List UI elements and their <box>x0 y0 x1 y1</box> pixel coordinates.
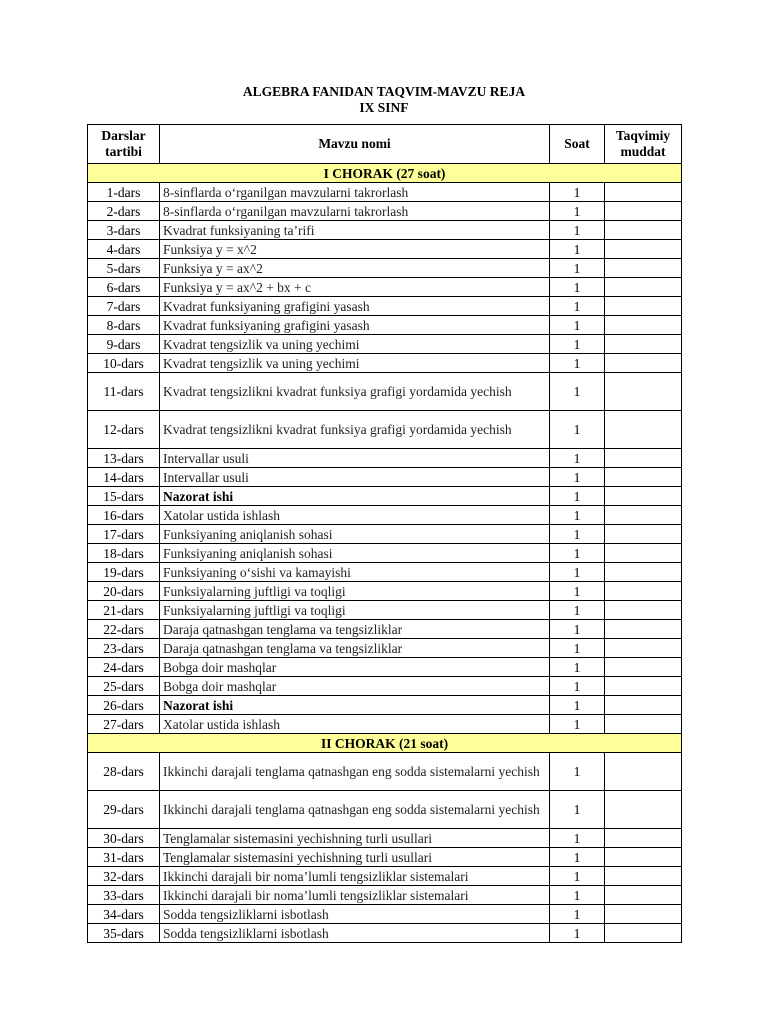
title-line-1: ALGEBRA FANIDAN TAQVIM-MAVZU REJA <box>242 84 526 99</box>
lesson-topic: Kvadrat tengsizlikni kvadrat funksiya grafigi yordamida yechish <box>160 373 550 411</box>
table-row <box>88 449 682 468</box>
lesson-calendar-date <box>605 867 682 886</box>
lesson-calendar-date <box>605 829 682 848</box>
lesson-calendar-date <box>605 487 682 506</box>
lesson-calendar-date <box>605 221 682 240</box>
table-row <box>88 677 682 696</box>
lesson-calendar-date <box>605 563 682 582</box>
lesson-topic: Kvadrat funksiyaning grafigini yasash <box>160 316 550 335</box>
lesson-number: 33-dars <box>88 886 160 905</box>
quarter-heading: I CHORAK (27 soat) <box>88 164 682 183</box>
lesson-calendar-date <box>605 183 682 202</box>
lesson-hours: 1 <box>550 202 605 221</box>
header-topic: Mavzu nomi <box>160 125 550 164</box>
table-row <box>88 753 682 791</box>
lesson-hours: 1 <box>550 183 605 202</box>
lesson-calendar-date <box>605 753 682 791</box>
quarter-heading: II CHORAK (21 soat) <box>88 734 682 753</box>
table-row <box>88 601 682 620</box>
lesson-topic: Tenglamalar sistemasini yechishning turli usullari <box>160 829 550 848</box>
lesson-hours: 1 <box>550 411 605 449</box>
lesson-hours: 1 <box>550 506 605 525</box>
lesson-topic: 8-sinflarda o‘rganilgan mavzularni takrorlash <box>160 202 550 221</box>
lesson-calendar-date <box>605 259 682 278</box>
lesson-number: 7-dars <box>88 297 160 316</box>
lesson-number: 15-dars <box>88 487 160 506</box>
table-row <box>88 354 682 373</box>
table-row <box>88 259 682 278</box>
lesson-topic: Kvadrat tengsizlik va uning yechimi <box>160 354 550 373</box>
lesson-topic: Bobga doir mashqlar <box>160 658 550 677</box>
lesson-number: 22-dars <box>88 620 160 639</box>
lesson-topic: Funksiyaning o‘sishi va kamayishi <box>160 563 550 582</box>
lesson-number: 34-dars <box>88 905 160 924</box>
lesson-calendar-date <box>605 449 682 468</box>
lesson-calendar-date <box>605 240 682 259</box>
lesson-number: 16-dars <box>88 506 160 525</box>
table-row <box>88 715 682 734</box>
lesson-number: 5-dars <box>88 259 160 278</box>
lesson-hours: 1 <box>550 297 605 316</box>
table-row <box>88 278 682 297</box>
lesson-hours: 1 <box>550 563 605 582</box>
lesson-calendar-date <box>605 791 682 829</box>
lesson-number: 12-dars <box>88 411 160 449</box>
lesson-topic: Funksiyalarning juftligi va toqligi <box>160 601 550 620</box>
table-row <box>88 620 682 639</box>
lesson-number: 26-dars <box>88 696 160 715</box>
lesson-hours: 1 <box>550 335 605 354</box>
lesson-calendar-date <box>605 297 682 316</box>
lesson-calendar-date <box>605 905 682 924</box>
lesson-topic: Funksiya y = x^2 <box>160 240 550 259</box>
lesson-topic: Kvadrat tengsizlik va uning yechimi <box>160 335 550 354</box>
table-row <box>88 848 682 867</box>
lesson-topic: Ikkinchi darajali bir noma’lumli tengsizliklar sistemalari <box>160 867 550 886</box>
table-row <box>88 506 682 525</box>
lesson-topic: Ikkinchi darajali bir noma’lumli tengsizliklar sistemalari <box>160 886 550 905</box>
table-row <box>88 373 682 411</box>
lesson-hours: 1 <box>550 240 605 259</box>
lesson-number: 9-dars <box>88 335 160 354</box>
lesson-hours: 1 <box>550 639 605 658</box>
lesson-hours: 1 <box>550 658 605 677</box>
lesson-topic: Funksiya y = ax^2 + bx + c <box>160 278 550 297</box>
lesson-hours: 1 <box>550 544 605 563</box>
lesson-number: 31-dars <box>88 848 160 867</box>
lesson-number: 14-dars <box>88 468 160 487</box>
lesson-calendar-date <box>605 639 682 658</box>
lesson-calendar-date <box>605 886 682 905</box>
lesson-number: 20-dars <box>88 582 160 601</box>
table-row <box>88 411 682 449</box>
lesson-hours: 1 <box>550 316 605 335</box>
lesson-topic: Funksiyaning aniqlanish sohasi <box>160 544 550 563</box>
lesson-topic: Xatolar ustida ishlash <box>160 506 550 525</box>
table-row <box>88 202 682 221</box>
header-calendar-date: Taqvimiy muddat <box>605 125 682 164</box>
lesson-hours: 1 <box>550 867 605 886</box>
lesson-topic: Ikkinchi darajali tenglama qatnashgan eng sodda sistemalarni yechish <box>160 791 550 829</box>
quarter-heading-row <box>88 734 682 753</box>
lesson-number: 11-dars <box>88 373 160 411</box>
lesson-number: 23-dars <box>88 639 160 658</box>
lesson-hours: 1 <box>550 221 605 240</box>
lesson-topic: Funksiyalarning juftligi va toqligi <box>160 582 550 601</box>
lesson-topic: Ikkinchi darajali tenglama qatnashgan eng sodda sistemalarni yechish <box>160 753 550 791</box>
lesson-topic: Daraja qatnashgan tenglama va tengsizliklar <box>160 639 550 658</box>
lesson-number: 25-dars <box>88 677 160 696</box>
lesson-topic: Sodda tengsizliklarni isbotlash <box>160 905 550 924</box>
lesson-hours: 1 <box>550 278 605 297</box>
table-row <box>88 582 682 601</box>
lesson-number: 10-dars <box>88 354 160 373</box>
lesson-calendar-date <box>605 335 682 354</box>
lesson-topic: Tenglamalar sistemasini yechishning turli usullari <box>160 848 550 867</box>
lesson-topic: Sodda tengsizliklarni isbotlash <box>160 924 550 943</box>
table-row <box>88 696 682 715</box>
header-hours: Soat <box>550 125 605 164</box>
table-row <box>88 867 682 886</box>
lesson-topic: Kvadrat funksiyaning grafigini yasash <box>160 297 550 316</box>
lesson-calendar-date <box>605 601 682 620</box>
lesson-hours: 1 <box>550 715 605 734</box>
table-row <box>88 658 682 677</box>
lesson-calendar-date <box>605 924 682 943</box>
lesson-number: 28-dars <box>88 753 160 791</box>
quarter-heading-row <box>88 164 682 183</box>
lesson-topic: Intervallar usuli <box>160 449 550 468</box>
lesson-calendar-date <box>605 506 682 525</box>
table-row <box>88 335 682 354</box>
lesson-hours: 1 <box>550 601 605 620</box>
lesson-number: 4-dars <box>88 240 160 259</box>
lesson-calendar-date <box>605 411 682 449</box>
table-row <box>88 221 682 240</box>
lesson-calendar-date <box>605 544 682 563</box>
table-row <box>88 297 682 316</box>
lesson-number: 13-dars <box>88 449 160 468</box>
table-row <box>88 240 682 259</box>
lesson-hours: 1 <box>550 373 605 411</box>
table-row <box>88 886 682 905</box>
lesson-plan-table <box>87 124 682 943</box>
lesson-calendar-date <box>605 278 682 297</box>
lesson-calendar-date <box>605 696 682 715</box>
table-row <box>88 829 682 848</box>
lesson-hours: 1 <box>550 886 605 905</box>
table-row <box>88 905 682 924</box>
table-row <box>88 544 682 563</box>
lesson-hours: 1 <box>550 449 605 468</box>
lesson-hours: 1 <box>550 924 605 943</box>
table-row <box>88 316 682 335</box>
lesson-calendar-date <box>605 848 682 867</box>
lesson-calendar-date <box>605 677 682 696</box>
table-row <box>88 487 682 506</box>
lesson-hours: 1 <box>550 525 605 544</box>
lesson-hours: 1 <box>550 791 605 829</box>
title-line-2: IX SINF <box>359 100 409 115</box>
lesson-calendar-date <box>605 468 682 487</box>
lesson-hours: 1 <box>550 905 605 924</box>
lesson-hours: 1 <box>550 259 605 278</box>
lesson-number: 17-dars <box>88 525 160 544</box>
lesson-number: 27-dars <box>88 715 160 734</box>
lesson-calendar-date <box>605 316 682 335</box>
lesson-hours: 1 <box>550 487 605 506</box>
lesson-number: 1-dars <box>88 183 160 202</box>
lesson-hours: 1 <box>550 848 605 867</box>
lesson-calendar-date <box>605 373 682 411</box>
table-row <box>88 924 682 943</box>
lesson-hours: 1 <box>550 677 605 696</box>
table-row <box>88 639 682 658</box>
lesson-calendar-date <box>605 354 682 373</box>
lesson-number: 21-dars <box>88 601 160 620</box>
lesson-number: 2-dars <box>88 202 160 221</box>
lesson-topic: Intervallar usuli <box>160 468 550 487</box>
lesson-hours: 1 <box>550 582 605 601</box>
lesson-number: 18-dars <box>88 544 160 563</box>
lesson-topic: Funksiyaning aniqlanish sohasi <box>160 525 550 544</box>
table-row <box>88 183 682 202</box>
lesson-hours: 1 <box>550 753 605 791</box>
table-header-row <box>88 125 682 164</box>
lesson-number: 8-dars <box>88 316 160 335</box>
lesson-topic: Funksiya y = ax^2 <box>160 259 550 278</box>
lesson-hours: 1 <box>550 620 605 639</box>
lesson-number: 32-dars <box>88 867 160 886</box>
table-row <box>88 791 682 829</box>
table-row <box>88 525 682 544</box>
lesson-number: 35-dars <box>88 924 160 943</box>
lesson-hours: 1 <box>550 468 605 487</box>
lesson-calendar-date <box>605 525 682 544</box>
table-row <box>88 468 682 487</box>
table-row <box>88 563 682 582</box>
lesson-topic: Xatolar ustida ishlash <box>160 715 550 734</box>
lesson-number: 6-dars <box>88 278 160 297</box>
lesson-calendar-date <box>605 582 682 601</box>
lesson-topic: Nazorat ishi <box>160 487 550 506</box>
lesson-calendar-date <box>605 658 682 677</box>
lesson-number: 3-dars <box>88 221 160 240</box>
lesson-topic: Daraja qatnashgan tenglama va tengsizliklar <box>160 620 550 639</box>
lesson-hours: 1 <box>550 696 605 715</box>
lesson-hours: 1 <box>550 354 605 373</box>
lesson-number: 29-dars <box>88 791 160 829</box>
lesson-topic: Bobga doir mashqlar <box>160 677 550 696</box>
lesson-topic: Kvadrat funksiyaning ta’rifi <box>160 221 550 240</box>
lesson-calendar-date <box>605 620 682 639</box>
lesson-topic: Nazorat ishi <box>160 696 550 715</box>
lesson-number: 19-dars <box>88 563 160 582</box>
header-lesson-order: Darslar tartibi <box>88 125 160 164</box>
lesson-number: 30-dars <box>88 829 160 848</box>
lesson-calendar-date <box>605 715 682 734</box>
lesson-topic: Kvadrat tengsizlikni kvadrat funksiya grafigi yordamida yechish <box>160 411 550 449</box>
lesson-topic: 8-sinflarda o‘rganilgan mavzularni takrorlash <box>160 183 550 202</box>
document-title <box>0 84 768 116</box>
table-body <box>88 164 682 943</box>
lesson-number: 24-dars <box>88 658 160 677</box>
lesson-hours: 1 <box>550 829 605 848</box>
lesson-calendar-date <box>605 202 682 221</box>
